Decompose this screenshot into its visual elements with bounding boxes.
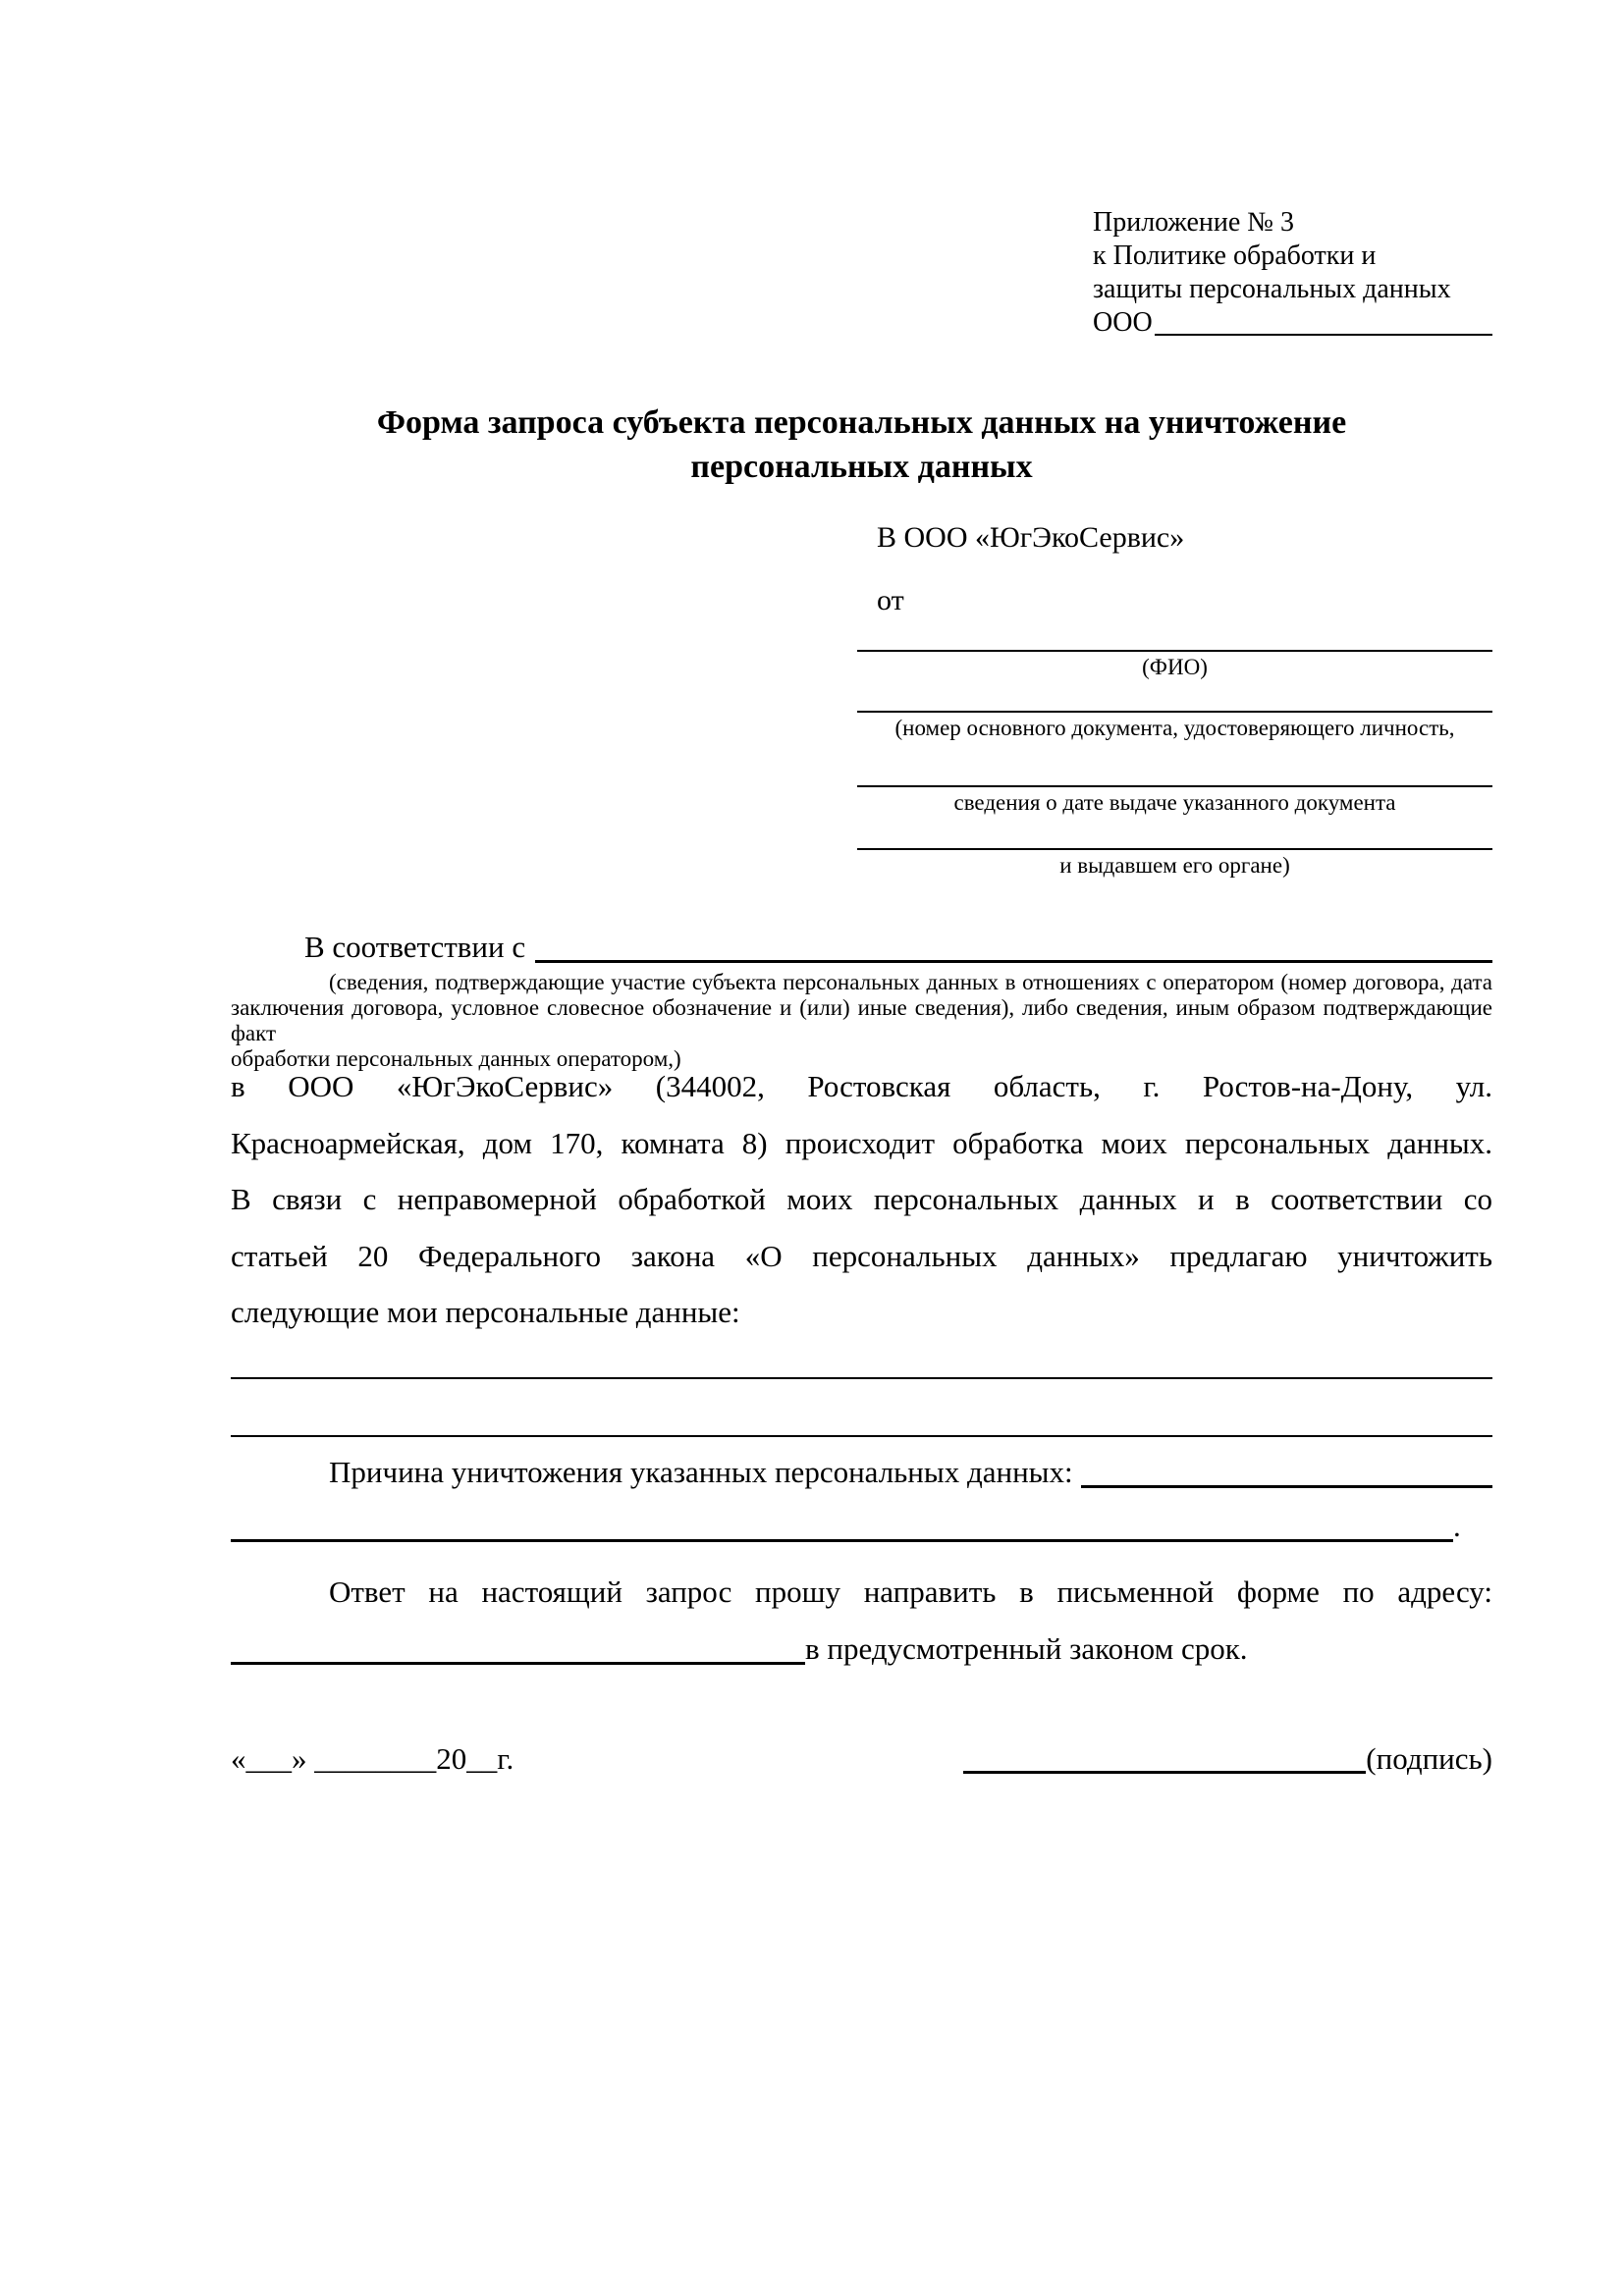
issue-date-caption: сведения о дате выдаче указанного документа [953,790,1396,815]
accordance-line [231,928,1492,967]
org-prefix: ООО [1093,307,1153,338]
body-line-3: В связи с неправомерной обработкой моих персональных данных и в соответствии со [231,1182,1492,1216]
note-line-3: обработки персональных данных оператором,) [231,1046,681,1071]
answer-suffix: в предусмотренный законом срок. [805,1631,1248,1666]
answer-request-line: Ответ на настоящий запрос прошу направить в письменной форме по адресу: [329,1575,1492,1609]
footer [231,1739,1492,1779]
paragraph-indent [231,928,304,967]
title-line-1: Форма запроса субъекта персональных данных на уничтожение [376,404,1347,441]
body-line-4: статьей 20 Федерального закона «О персональных данных» предлагаю уничтожить [231,1238,1492,1273]
data-blank-line-2 [231,1435,1492,1437]
title-line-2: персональных данных [690,449,1033,485]
reason-continuation-line [231,1507,1492,1546]
document-title [231,400,1492,489]
note-line-1: (сведения, подтверждающие участие субъекта персональных данных в отношениях с оператором (номер договора, дата [329,970,1492,994]
issue-date-blank-field [857,785,1492,816]
data-blank-line-1 [231,1377,1492,1379]
appendix-line-3: защиты персональных данных [1093,274,1451,304]
paragraph-indent [231,1453,329,1492]
date-blank: «___» ________20__г. [231,1741,514,1776]
addressee-from-label: от [877,584,904,616]
appendix-org-line [1093,306,1492,340]
body-line-1: в ООО «ЮгЭкоСервис» (344002, Ростовская область, г. Ростов-на-Дону, ул. [231,1069,1492,1103]
addressee-to: В ООО «ЮгЭкоСервис» [877,521,1185,554]
reason-blank-underline [1081,1453,1492,1488]
main-paragraph [231,1058,1492,1341]
org-blank-underline [1155,306,1492,336]
appendix-header [1093,206,1492,340]
reason-line [231,1453,1492,1492]
appendix-line-1: Приложение № 3 [1093,207,1294,238]
accordance-blank-underline [535,928,1492,963]
issuing-authority-caption: и выдавшем его органе) [1059,853,1290,878]
accordance-prefix: В соответствии с [304,930,526,964]
accordance-note [231,970,1492,1072]
signature-caption: (подпись) [1366,1741,1492,1776]
document-number-caption: (номер основного документа, удостоверяющего личность, [894,716,1455,740]
reason-label: Причина уничтожения указанных персональных данных: [329,1455,1073,1489]
signature-group [963,1739,1492,1779]
signature-blank-underline [963,1739,1366,1774]
issuing-authority-blank-field [857,848,1492,879]
appendix-line-2: к Политике обработки и [1093,240,1377,271]
body-line-2: Красноармейская, дом 170, комната 8) происходит обработка моих персональных данных. [231,1125,1492,1160]
body-line-5: следующие мои персональные данные: [231,1295,740,1329]
note-line-2: заключения договора, условное словесное обозначение и (или) иные сведения), либо сведения, иным образом подтверждающие факт [231,995,1492,1045]
answer-address-line [231,1629,1492,1669]
period-suffix: . [1453,1509,1461,1543]
fio-caption: (ФИО) [1142,655,1208,679]
reason-blank-underline-2 [231,1507,1453,1542]
fio-blank-field [857,650,1492,680]
document-number-blank-field [857,711,1492,741]
address-blank-underline [231,1629,805,1665]
